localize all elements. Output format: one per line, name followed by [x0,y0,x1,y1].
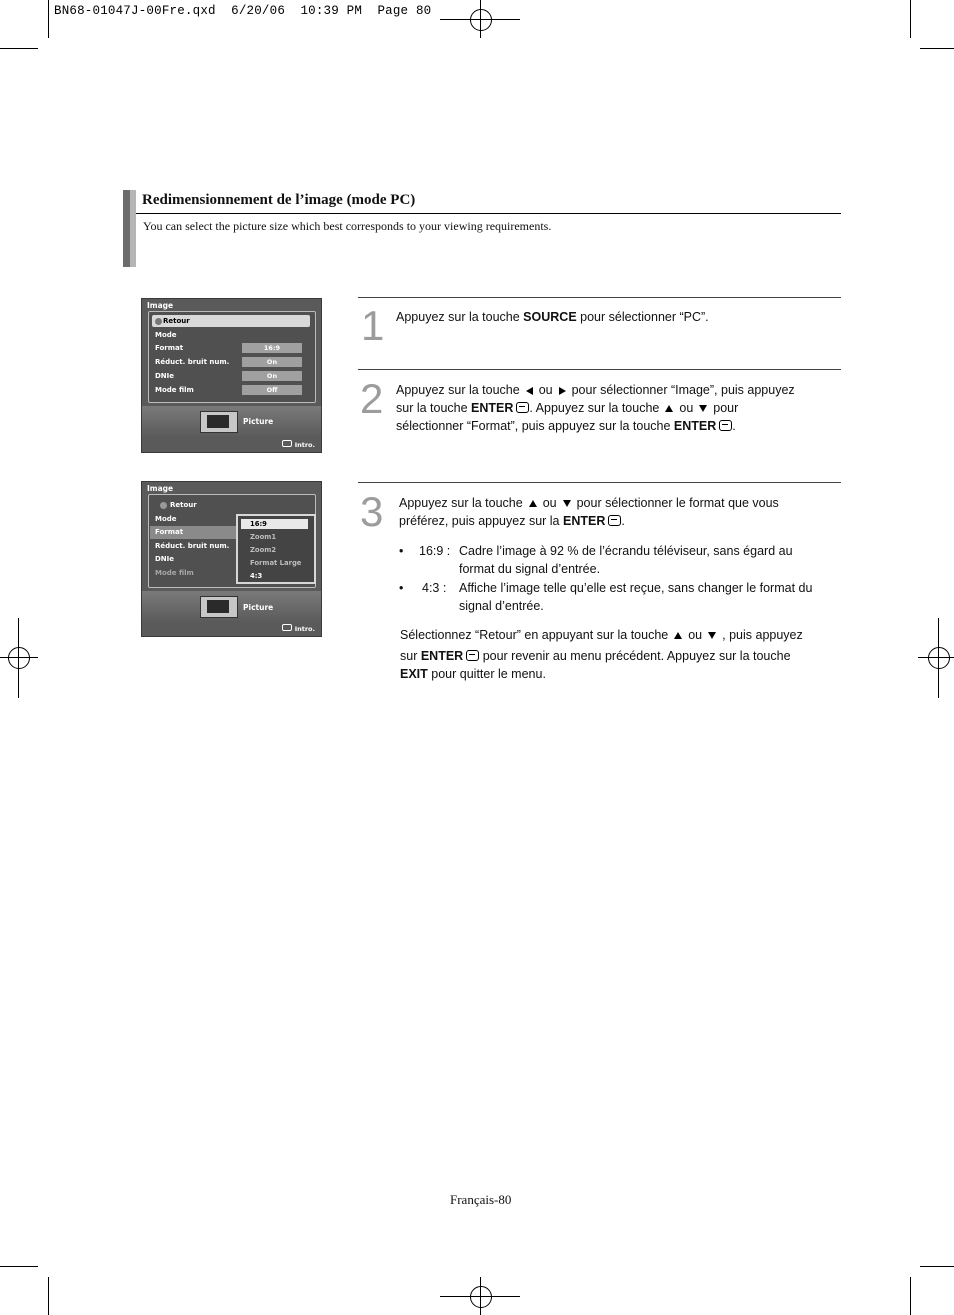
tv-picture-icon [200,411,238,433]
step-3-note: Sélectionnez “Retour” en appuyant sur la touche ou , puis appuyez sur ENTER pour revenir au menu précédent. Appuyez sur la touche EXIT pour quitter le menu. [400,628,803,681]
osd-row-format: Format [155,344,184,352]
enter-icon [282,624,292,631]
section-rule [136,213,841,214]
osd-title: Image [147,484,174,493]
step-number-1: 1 [361,302,385,349]
step-rule-3 [358,482,841,483]
osd-row-mode-film: Mode film [155,569,194,577]
page-number: Français-80 [450,1192,512,1207]
osd-menu-image-1 [141,298,322,453]
up-arrow-icon [665,405,673,412]
osd-value-reduct: On [242,357,302,367]
enter-icon [282,440,292,447]
osd-value-dnie: On [242,371,302,381]
osd-menu-image-2 [141,481,322,637]
enter-icon [608,515,621,526]
osd-menu-box [148,311,316,403]
print-header: BN68-01047J-00Fre.qxd 6/20/06 10:39 PM Page 80 [54,4,432,18]
retour-icon [160,502,167,509]
step-text-1: Appuyez sur la touche SOURCE pour sélectionner “PC”. [396,310,709,324]
section-title: Redimensionnement de l’image (mode PC) [142,192,416,208]
tv-picture-icon [200,596,238,618]
osd-row-format: Format [155,528,184,536]
osd-row-reduct: Réduct. bruit num. [155,358,230,366]
osd-intro: Intro. [282,624,315,633]
osd-row-dnie: DNIe [155,555,175,563]
osd-row-dnie: DNIe [155,372,175,380]
right-arrow-icon [559,387,566,395]
osd-row-mode: Mode [155,331,177,339]
osd-row-mode-film: Mode film [155,386,194,394]
step-rule-2 [358,369,841,370]
osd-retour: Retour [163,317,190,325]
step-number-3: 3 [360,488,384,535]
up-arrow-icon [674,632,682,639]
up-arrow-icon [529,500,537,507]
retour-icon [155,318,162,325]
down-arrow-icon [563,500,571,507]
section-bar [123,190,130,267]
bullet-16-9: • 16:9 : Cadre l’image à 92 % de l’écrandu téléviseur, sans égard au format du signal d’entrée. [399,544,793,576]
osd-picture-label: Picture [243,603,274,612]
osd-title: Image [147,301,174,310]
osd-retour: Retour [170,501,197,509]
format-option-zoom2: Zoom2 [250,546,277,554]
format-option-format-large: Format Large [250,559,302,567]
format-dropdown [236,514,316,584]
step-text-2: Appuyez sur la touche ou pour sélectionner “Image”, puis appuyez sur la touche ENTER . Appuyez sur la touche ou pour sélectionner “Format”, puis appuyez sur la touche ENTER . [396,383,795,433]
down-arrow-icon [699,405,707,412]
format-option-16-9: 16:9 [250,520,267,528]
left-arrow-icon [526,387,533,395]
section-subtitle: You can select the picture size which best corresponds to your viewing requirements. [143,219,552,233]
bullet-4-3: • 4:3 : Affiche l’image telle qu’elle est reçue, sans changer le format du signal d’entrée. [399,581,813,613]
enter-icon [466,650,479,661]
osd-value-mode-film: Off [242,385,302,395]
enter-icon [516,402,529,413]
format-option-4-3: 4:3 [250,572,263,580]
enter-icon [719,420,732,431]
osd-bottom-bar [142,406,321,437]
step-number-2: 2 [360,375,384,422]
step-rule-1 [358,297,841,298]
down-arrow-icon [708,632,716,639]
osd-row-mode: Mode [155,515,177,523]
section-bar-accent [130,190,136,267]
format-option-zoom1: Zoom1 [250,533,277,541]
osd-bottom-bar [142,591,321,622]
osd-row-reduct: Réduct. bruit num. [155,542,230,550]
step-text-3: Appuyez sur la touche ou pour sélectionner le format que vous préférez, puis appuyez sur la ENTER . [399,496,779,528]
osd-picture-label: Picture [243,417,274,426]
osd-intro: Intro. [282,440,315,449]
osd-value-format: 16:9 [242,343,302,353]
